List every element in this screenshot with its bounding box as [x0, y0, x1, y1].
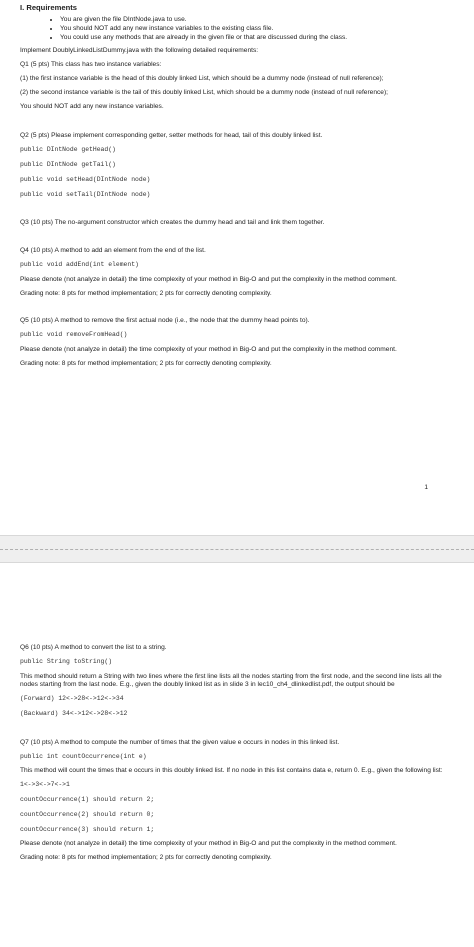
page-number: 1 — [424, 484, 428, 491]
q5-code: public void removeFromHead() — [20, 331, 128, 339]
bullet-item: • You could use any methods that are already in the given file or that are discussed during the class. — [60, 34, 452, 43]
q5-title: Q5 (10 pts) A method to remove the first actual node (i.e., the node that the dummy head points to). — [20, 317, 310, 325]
bullet-item: • You are given the file DIntNode.java to use. — [60, 16, 452, 25]
q4-title: Q4 (10 pts) A method to add an element from the end of the list. — [20, 247, 206, 255]
q7-title: Q7 (10 pts) A method to compute the number of times that the given value e occurs in nodes in this linked list. — [20, 738, 340, 746]
q7-example-line: countOccurrence(2) should return 0; — [20, 810, 155, 818]
q3-title: Q3 (10 pts) The no-argument constructor which creates the dummy head and tail and link them together. — [20, 219, 325, 227]
q7-example-line: countOccurrence(3) should return 1; — [20, 825, 155, 833]
q2-code-line: public void setTail(DIntNode node) — [20, 190, 151, 198]
q2-title: Q2 (5 pts) Please implement corresponding getter, setter methods for head, tail of this doubly linked list. — [20, 132, 323, 140]
q5-grading: Grading note: 8 pts for method implementation; 2 pts for correctly denoting complexity. — [20, 359, 272, 367]
requirements-heading: I. Requirements — [20, 3, 77, 12]
q7-example-line: countOccurrence(1) should return 2; — [20, 795, 155, 803]
q7-example-line: 1<->3<->7<->1 — [20, 781, 70, 789]
q7-denote: Please denote (not analyze in detail) the time complexity of your method in Big-O and put the complexity in the method comment. — [20, 840, 397, 848]
q2-code-line: public void setHead(DIntNode node) — [20, 175, 151, 183]
q4-code: public void addEnd(int element) — [20, 260, 139, 268]
q2-code-line: public DIntNode getTail() — [20, 160, 116, 168]
intro-text: Implement DoublyLinkedListDummy.java with the following detailed requirements: — [20, 47, 259, 55]
q6-description: This method should return a String with two lines where the first line lists all the nodes starting from the first node, and the second line lists all the nodes starting from the last node. E.g., given the doubly linked list as in slide 3 in lec10_ch4_dlinkedlist.pdf, the output should be — [20, 672, 442, 689]
requirements-bullet-list — [20, 16, 452, 42]
q6-code: public String toString() — [20, 657, 113, 665]
q1-item-1: (1) the first instance variable is the head of this doubly linked List, which should be a dummy node (instead of null reference); — [20, 74, 384, 82]
page-1-content — [20, 3, 452, 374]
document-page-2 — [0, 563, 474, 947]
q4-grading: Grading note: 8 pts for method implementation; 2 pts for correctly denoting complexity. — [20, 289, 272, 297]
page-2-content — [20, 644, 452, 868]
page-break-line — [0, 549, 474, 550]
q1-title: Q1 (5 pts) This class has two instance variables: — [20, 61, 162, 69]
page-separator — [0, 535, 474, 563]
q1-item-2: (2) the second instance variable is the tail of this doubly linked List, which should be a dummy node (instead of null reference); — [20, 88, 388, 96]
bullet-item: • You should NOT add any new instance variables to the existing class file. — [60, 25, 452, 34]
q7-grading: Grading note: 8 pts for method implementation; 2 pts for correctly denoting complexity. — [20, 854, 272, 862]
q6-title: Q6 (10 pts) A method to convert the list to a string. — [20, 644, 167, 651]
q6-backward-output: (Backward) 34<->12<->28<->12 — [20, 709, 128, 717]
q6-forward-output: (Forward) 12<->28<->12<->34 — [20, 695, 124, 703]
q5-denote: Please denote (not analyze in detail) the time complexity of your method in Big-O and put the complexity in the method comment. — [20, 345, 397, 353]
q7-description: This method will count the times that e occurs in this doubly linked list. If no node in this list contains data e, return 0. E.g., given the following list: — [20, 767, 443, 775]
q2-code-line: public DIntNode getHead() — [20, 146, 116, 154]
q4-denote: Please denote (not analyze in detail) the time complexity of your method in Big-O and put the complexity in the method comment. — [20, 275, 397, 283]
q7-code: public int countOccurrence(int e) — [20, 752, 147, 760]
q1-note: You should NOT add any new instance variables. — [20, 102, 164, 110]
